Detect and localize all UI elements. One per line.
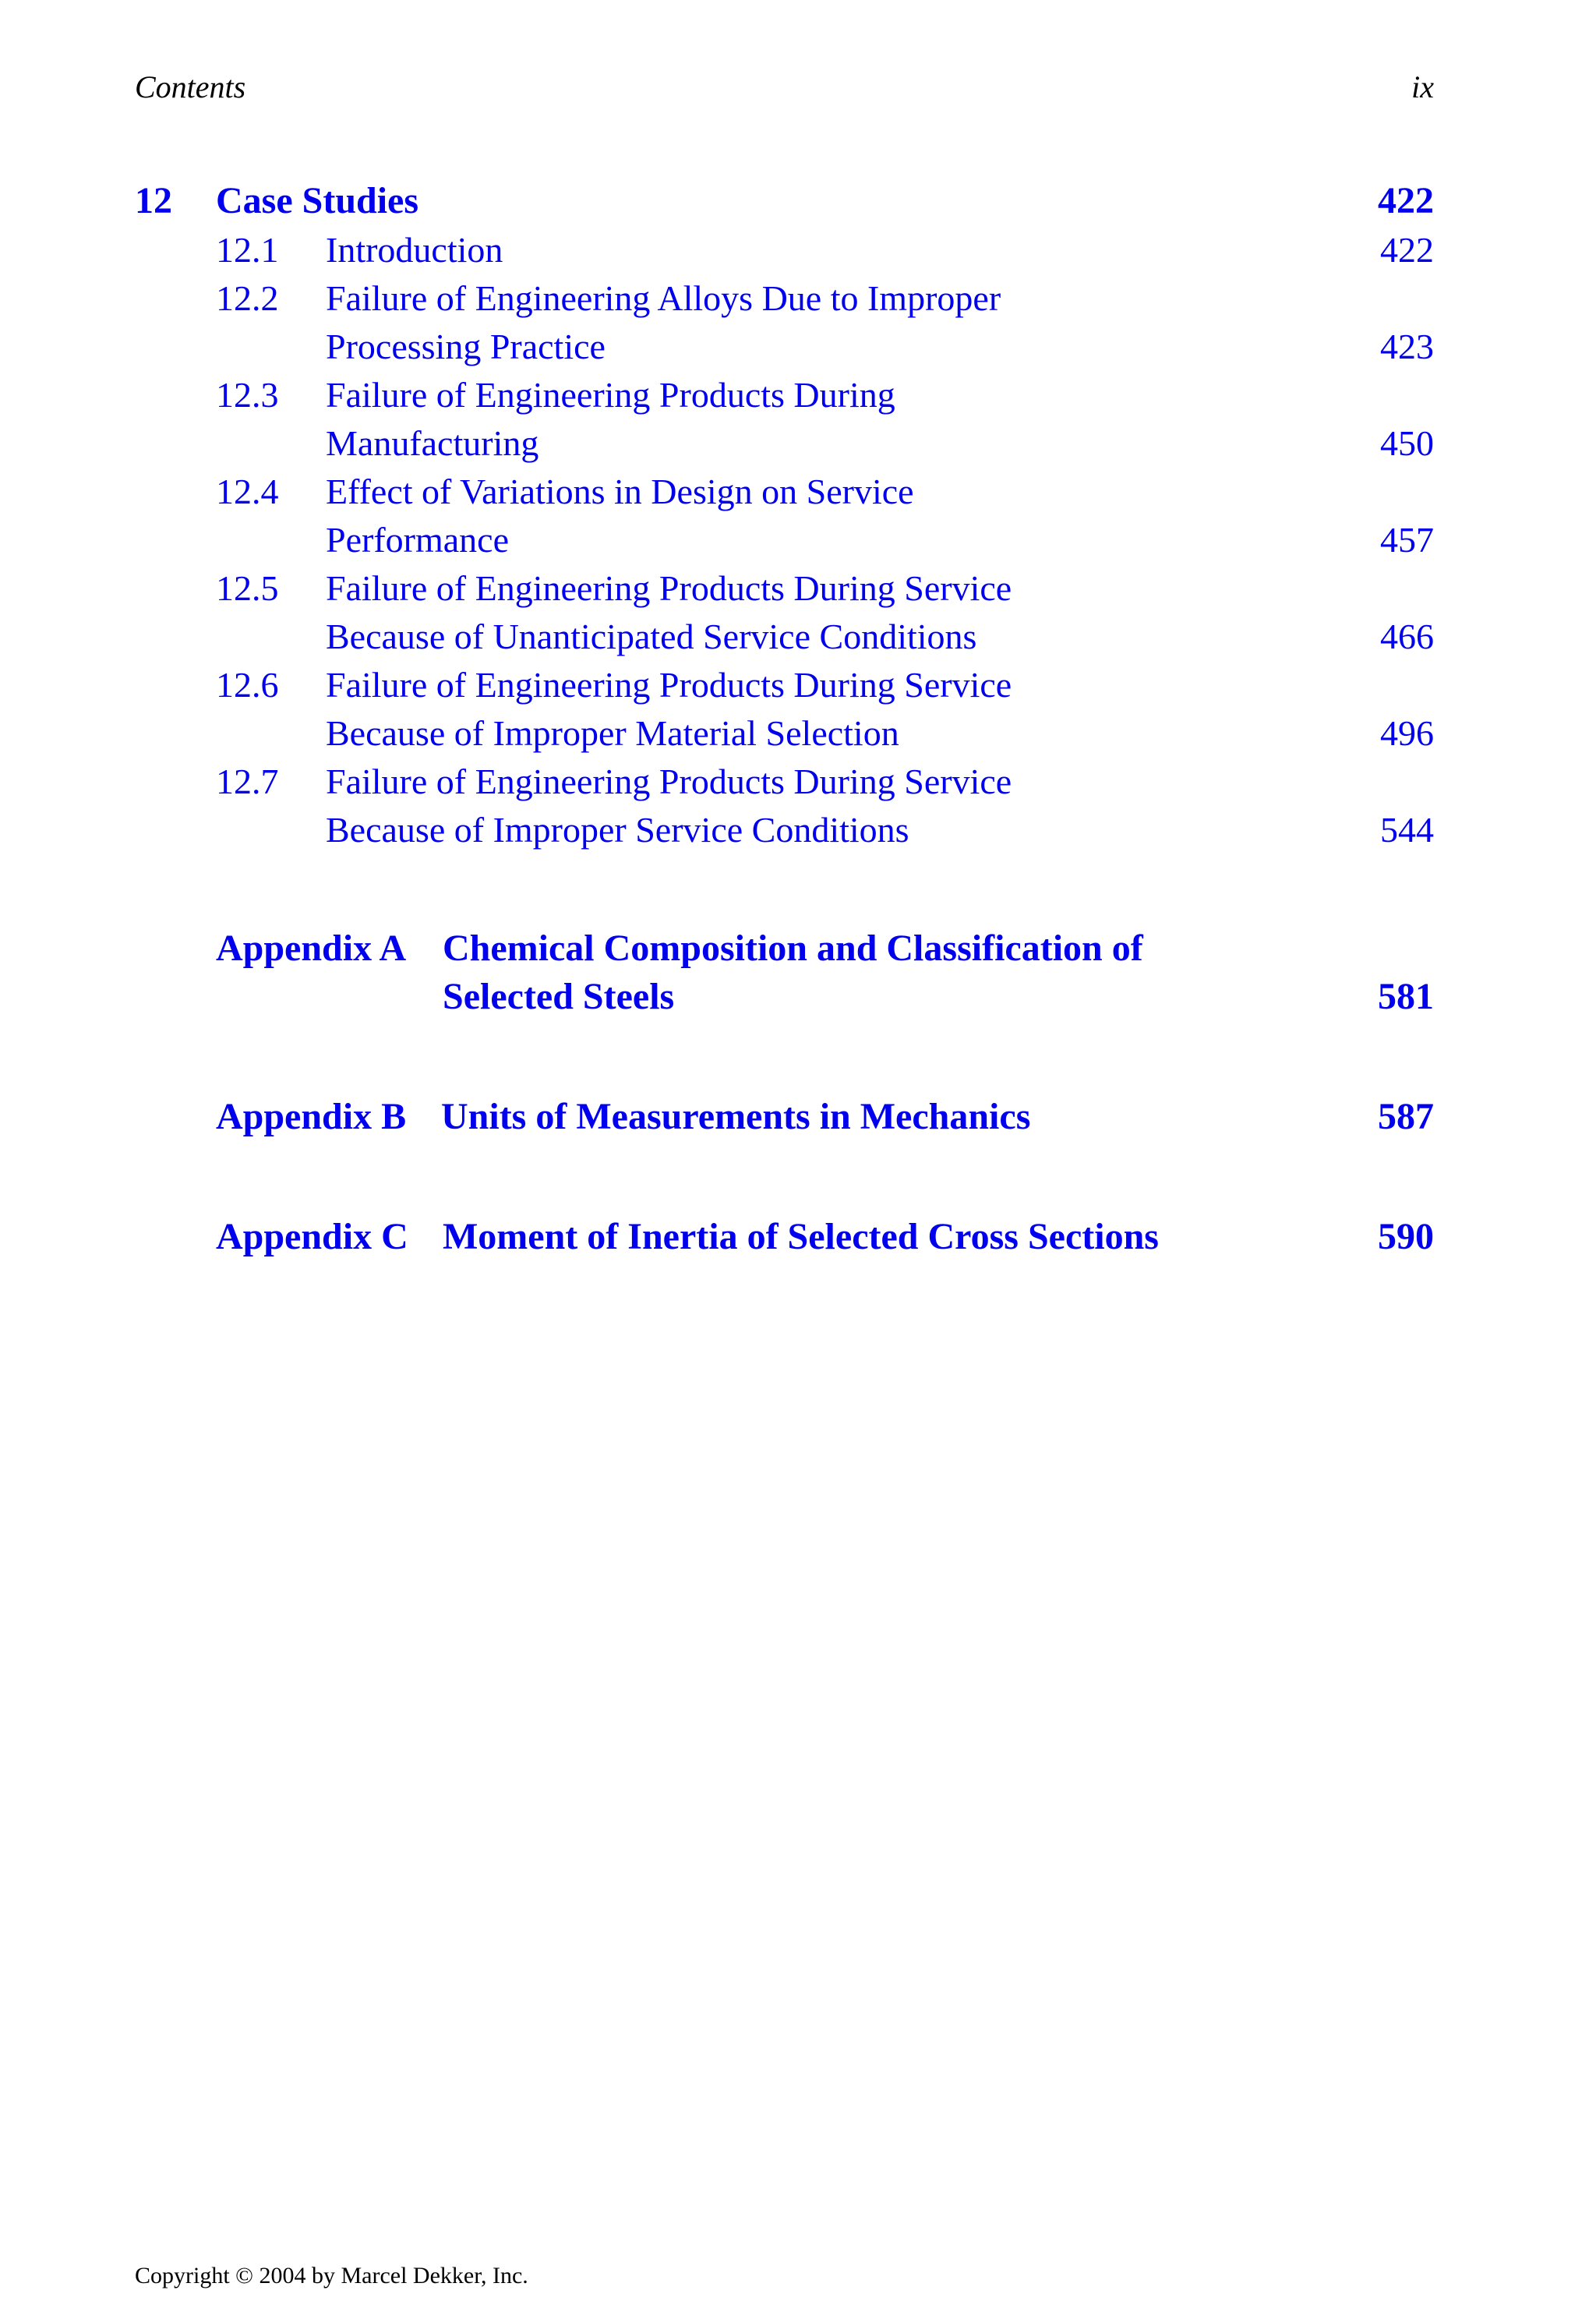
section-number: 12.6 bbox=[216, 665, 279, 705]
toc-appendix-entry[interactable] bbox=[135, 1093, 1434, 1141]
section-title-line: Failure of Engineering Products During Service bbox=[326, 762, 1012, 801]
table-of-contents bbox=[135, 179, 1434, 1261]
toc-section-entry[interactable] bbox=[135, 564, 1434, 661]
section-title-line: Failure of Engineering Products During bbox=[326, 375, 895, 415]
appendix-page: 587 bbox=[1378, 1096, 1434, 1137]
section-title-line: Introduction bbox=[326, 230, 503, 270]
section-number: 12.2 bbox=[216, 278, 279, 318]
appendix-title-line: Chemical Composition and Classification of bbox=[443, 928, 1143, 969]
section-page: 423 bbox=[1380, 327, 1434, 366]
toc-section-entry[interactable] bbox=[135, 274, 1434, 371]
appendix-title-line: Units of Measurements in Mechanics bbox=[441, 1096, 1031, 1137]
section-page: 466 bbox=[1380, 617, 1434, 656]
section-title-line: Failure of Engineering Products During Service bbox=[326, 665, 1012, 705]
toc-appendix-entry[interactable] bbox=[135, 1213, 1434, 1261]
chapter-number: 12 bbox=[135, 180, 172, 221]
appendix-title-line: Selected Steels bbox=[443, 976, 675, 1017]
appendix-title bbox=[441, 1093, 1030, 1141]
section-title bbox=[326, 274, 1269, 371]
toc-chapter-entry[interactable] bbox=[135, 179, 1434, 226]
section-page: 422 bbox=[1380, 230, 1434, 270]
toc-section-entry[interactable] bbox=[135, 468, 1434, 564]
appendix-title bbox=[443, 924, 1143, 1021]
section-title bbox=[326, 758, 1269, 854]
section-title-line: Because of Improper Material Selection bbox=[326, 713, 899, 753]
section-title bbox=[326, 371, 1269, 468]
toc-section-entry[interactable] bbox=[135, 661, 1434, 758]
section-title-line: Failure of Engineering Products During Service bbox=[326, 568, 1012, 608]
section-title-line: Effect of Variations in Design on Service bbox=[326, 472, 914, 511]
appendix-page: 581 bbox=[1378, 976, 1434, 1017]
section-title-line: Failure of Engineering Alloys Due to Improper bbox=[326, 278, 1001, 318]
section-title-line: Performance bbox=[326, 520, 509, 560]
section-page: 457 bbox=[1380, 520, 1434, 560]
section-title bbox=[326, 661, 1269, 758]
section-page: 450 bbox=[1380, 423, 1434, 463]
section-title-line: Because of Improper Service Conditions bbox=[326, 810, 909, 850]
running-head-page-number: ix bbox=[1411, 69, 1434, 104]
section-number: 12.7 bbox=[216, 762, 279, 801]
section-number: 12.4 bbox=[216, 472, 279, 511]
toc-section-entry[interactable] bbox=[135, 226, 1434, 274]
section-title-line: Manufacturing bbox=[326, 423, 539, 463]
appendix-label: Appendix C bbox=[216, 1216, 408, 1257]
section-number: 12.3 bbox=[216, 375, 279, 415]
chapter-title: Case Studies bbox=[216, 180, 419, 221]
section-title bbox=[326, 564, 1269, 661]
section-page: 544 bbox=[1380, 810, 1434, 850]
copyright-footer: Copyright © 2004 by Marcel Dekker, Inc. bbox=[135, 2263, 528, 2288]
chapter-page: 422 bbox=[1378, 180, 1434, 221]
section-title bbox=[326, 226, 1269, 274]
section-page: 496 bbox=[1380, 713, 1434, 753]
appendix-title bbox=[443, 1213, 1159, 1261]
running-head-title: Contents bbox=[135, 69, 246, 104]
appendix-label: Appendix A bbox=[216, 928, 407, 969]
appendix-label: Appendix B bbox=[216, 1096, 407, 1137]
section-title bbox=[326, 468, 1269, 564]
toc-section-entry[interactable] bbox=[135, 758, 1434, 854]
section-number: 12.5 bbox=[216, 568, 279, 608]
toc-appendix-entry[interactable] bbox=[135, 924, 1434, 1021]
section-title-line: Processing Practice bbox=[326, 327, 606, 366]
toc-section-entry[interactable] bbox=[135, 371, 1434, 468]
section-title-line: Because of Unanticipated Service Conditions bbox=[326, 617, 977, 656]
appendix-page: 590 bbox=[1378, 1216, 1434, 1257]
section-number: 12.1 bbox=[216, 230, 279, 270]
appendix-title-line: Moment of Inertia of Selected Cross Sections bbox=[443, 1216, 1159, 1257]
